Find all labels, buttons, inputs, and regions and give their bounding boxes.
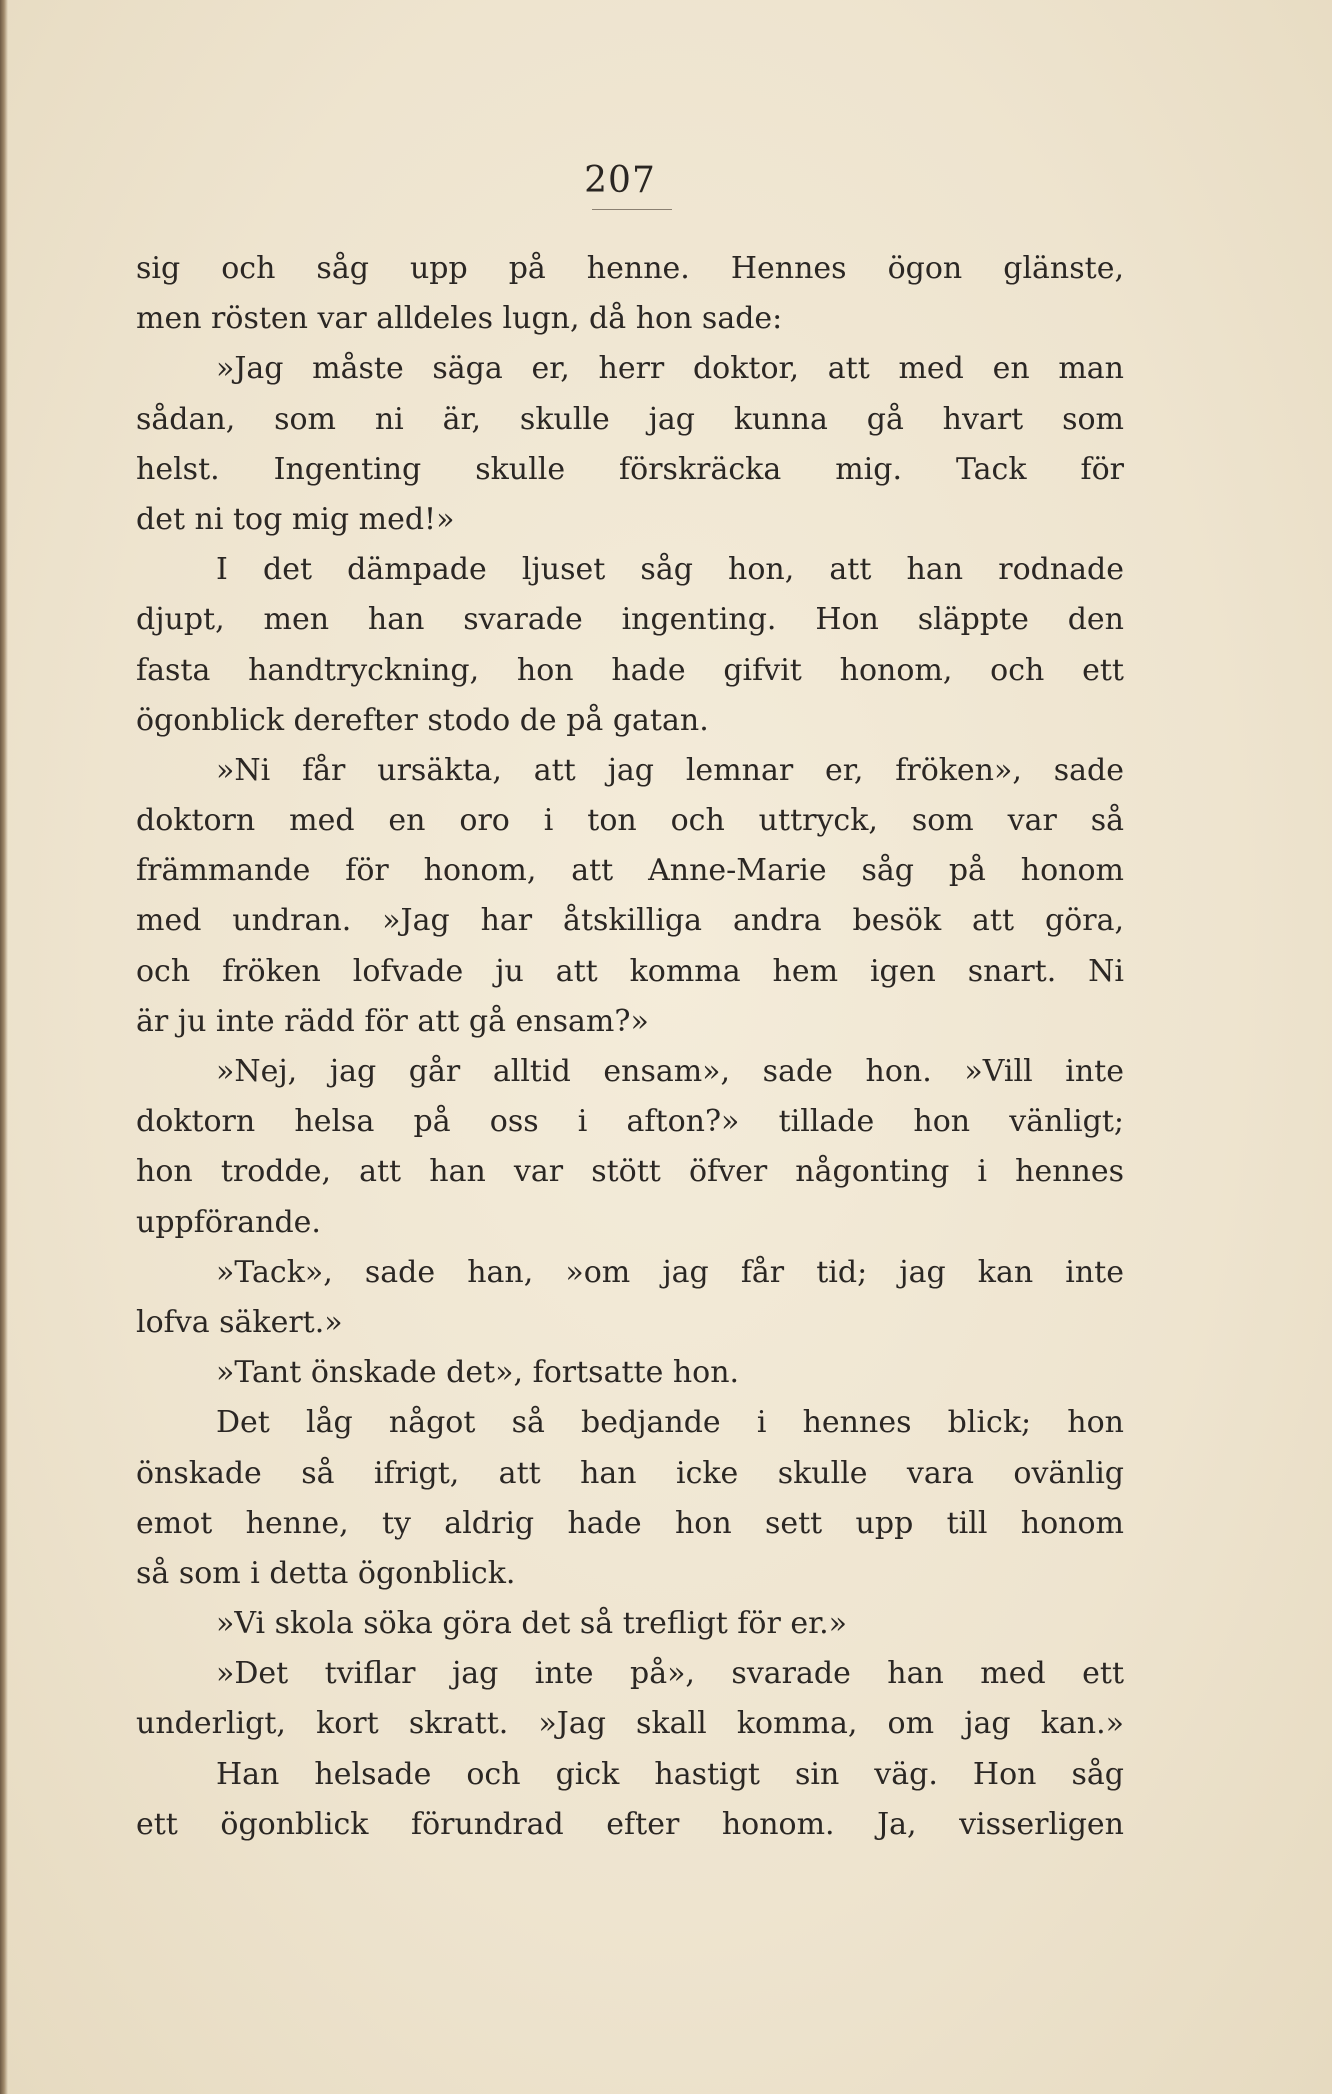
text-line: är ju inte rädd för att gå ensam?» [136,1003,649,1039]
text-line: Han helsade och gick hastigt sin väg. Hon såg [216,1756,1124,1792]
text-line: underligt, kort skratt. »Jag skall komma, om jag kan.» [136,1706,1124,1742]
text-line: »Nej, jag går alltid ensam», sade hon. »Vill inte [216,1054,1124,1089]
text-line: helst. Ingenting skulle förskräcka mig. Tack för [136,451,1124,487]
page-number: 207 [584,160,656,201]
text-line: sig och såg upp på henne. Hennes ögon glänste, [136,251,1124,286]
text-line: »Vi skola söka göra det så trefligt för er.» [216,1606,848,1642]
text-line: det ni tog mig med!» [136,501,455,537]
text-line: och fröken lofvade ju att komma hem igen snart. Ni [136,953,1124,989]
page-spine-edge [0,0,8,2094]
text-line: emot henne, ty aldrig hade hon sett upp till honom [136,1505,1124,1541]
text-line: lofva säkert.» [136,1304,343,1340]
text-line: önskade så ifrigt, att han icke skulle vara ovänlig [136,1455,1124,1491]
text-line: ögonblick derefter stodo de på gatan. [136,702,709,738]
text-line: I det dämpade ljuset såg hon, att han rodnade [216,552,1124,588]
text-line: så som i detta ögonblick. [136,1555,516,1591]
text-line: fasta handtryckning, hon hade gifvit honom, och ett [136,652,1124,688]
text-line: »Jag måste säga er, herr doktor, att med en man [216,351,1124,387]
text-line: med undran. »Jag har åtskilliga andra besök att göra, [136,903,1124,939]
text-line: »Ni får ursäkta, att jag lemnar er, fröken», sade [216,752,1124,788]
text-line: sådan, som ni är, skulle jag kunna gå hvart som [136,401,1124,437]
text-line: uppförande. [136,1204,321,1240]
text-line: hon trodde, att han var stött öfver någonting i hennes [136,1154,1124,1190]
text-line: främmande för honom, att Anne-Marie såg på honom [136,853,1124,889]
text-line: djupt, men han svarade ingenting. Hon släppte den [136,602,1124,638]
page-number-rule [592,209,672,210]
text-line: ett ögonblick förundrad efter honom. Ja, visserligen [136,1806,1124,1842]
text-line: »Tant önskade det», fortsatte hon. [216,1355,740,1391]
text-line: Det låg något så bedjande i hennes blick; hon [216,1405,1124,1441]
text-line: doktorn helsa på oss i afton?» tillade hon vänligt; [136,1104,1124,1140]
text-line: »Det tviflar jag inte på», svarade han med ett [216,1656,1124,1692]
text-line: »Tack», sade han, »om jag får tid; jag kan inte [216,1254,1124,1290]
text-line: doktorn med en oro i ton och uttryck, som var så [136,803,1124,839]
text-line: men rösten var alldeles lugn, då hon sade: [136,301,783,337]
body-text [136,244,1124,1850]
